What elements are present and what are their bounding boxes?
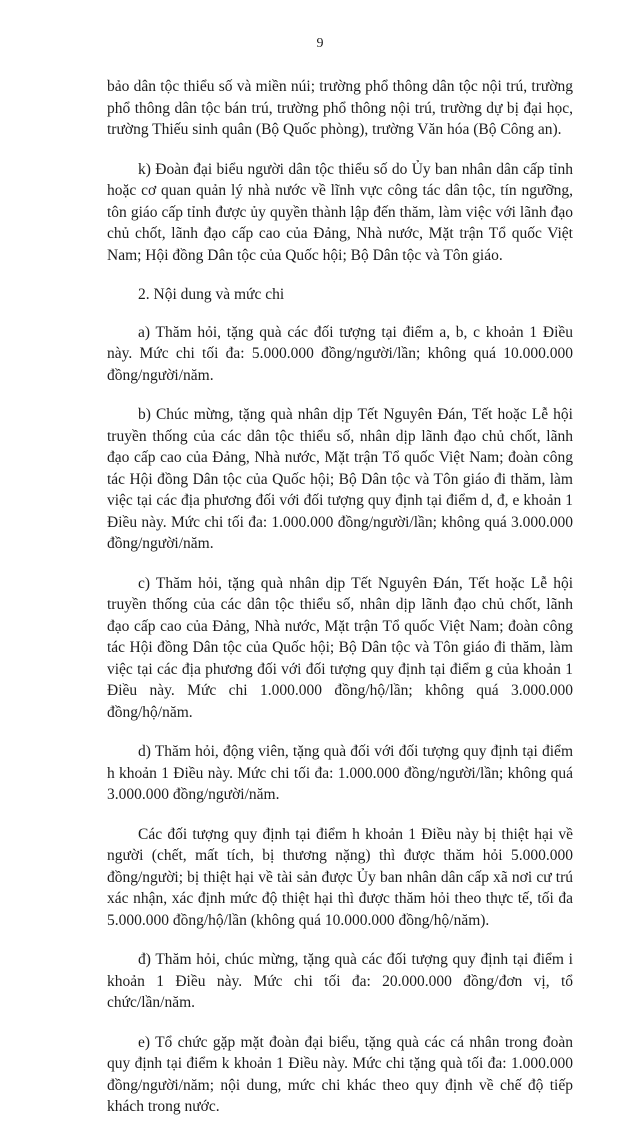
paragraph-item-c: c) Thăm hỏi, tặng quà nhân dịp Tết Nguyên Đán, Tết hoặc Lễ hội truyền thống của các dân tộc thiểu số, nhân dịp lãnh đạo chủ chốt, lãnh đạo cấp cao của Đảng, Nhà nước, Mặt trận Tổ quốc Việt Nam; đoàn công tác Hội đồng Dân tộc của Quốc hội; Bộ Dân tộc và Tôn giáo đi thăm, làm việc tại các địa phương đối với đối tượng quy định tại điểm g của khoản 1 Điều này. Mức chi 1.000.000 đồng/hộ/lần; không quá 3.000.000 đồng/hộ/năm. [107, 574, 573, 721]
page-number: 9 [316, 36, 324, 51]
document-body [107, 76, 573, 1136]
paragraph-item-a: a) Thăm hỏi, tặng quà các đối tượng tại điểm a, b, c khoản 1 Điều này. Mức chi tối đa: 5.000.000 đồng/người/lần; không quá 10.000.000 đồng/người/năm. [107, 323, 573, 384]
section-heading-content-and-spending: 2. Nội dung và mức chi [138, 286, 285, 303]
paragraph-continuation: bảo dân tộc thiểu số và miền núi; trường phổ thông dân tộc nội trú, trường phổ thông dân tộc bán trú, trường phổ thông nội trú, trường dự bị đại học, trường Thiếu sinh quân (Bộ Quốc phòng), trường Văn hóa (Bộ Công an). [107, 78, 573, 138]
paragraph-item-d: d) Thăm hỏi, động viên, tặng quà đối với đối tượng quy định tại điểm h khoản 1 Điều này. Mức chi tối đa: 1.000.000 đồng/người/lần; không quá 3.000.000 đồng/người/năm. [107, 743, 573, 803]
paragraph-item-dd: đ) Thăm hỏi, chúc mừng, tặng quà các đối tượng quy định tại điểm i khoản 1 Điều này. Mức chi tối đa: 20.000.000 đồng/đơn vị, tổ chức/lần/năm. [107, 951, 573, 1011]
paragraph-damage-support: Các đối tượng quy định tại điểm h khoản 1 Điều này bị thiệt hại về người (chết, mất tích, bị thương nặng) thì được thăm hỏi 5.000.000 đồng/người; bị thiệt hại về tài sản được Ủy ban nhân dân cấp xã nơi cư trú xác nhận, xác định mức độ thiệt hại thì được thăm hỏi theo thực tế, tối đa 5.000.000 đồng/hộ/lần (không quá 10.000.000 đồng/hộ/năm). [107, 825, 573, 929]
paragraph-item-e: e) Tổ chức gặp mặt đoàn đại biểu, tặng quà các cá nhân trong đoàn quy định tại điểm k khoản 1 Điều này. Mức chi tặng quà tối đa: 1.000.000 đồng/người/năm; nội dung, mức chi khác theo quy định về chế độ tiếp khách trong nước. [107, 1033, 573, 1115]
paragraph-item-b: b) Chúc mừng, tặng quà nhân dịp Tết Nguyên Đán, Tết hoặc Lễ hội truyền thống của các dân tộc thiểu số, nhân dịp lãnh đạo chủ chốt, lãnh đạo cấp cao của Đảng, Nhà nước, Mặt trận Tổ quốc Việt Nam; đoàn công tác Hội đồng Dân tộc của Quốc hội; Bộ Dân tộc và Tôn giáo đi thăm, làm việc tại các địa phương đối với đối tượng quy định tại điểm d, đ, e khoản 1 Điều này. Mức chi tối đa: 1.000.000 đồng/người/lần; không quá 3.000.000 đồng/người/năm. [107, 406, 573, 552]
paragraph-item-k: k) Đoàn đại biểu người dân tộc thiểu số do Ủy ban nhân dân cấp tỉnh hoặc cơ quan quản lý nhà nước về lĩnh vực công tác dân tộc, tín ngưỡng, tôn giáo cấp tỉnh được ủy quyền thành lập đến thăm, làm việc với lãnh đạo chủ chốt, lãnh đạo cấp cao của Đảng, Nhà nước, Mặt trận Tổ quốc Việt Nam; Hội đồng Dân tộc của Quốc hội; Bộ Dân tộc và Tôn giáo. [107, 160, 573, 264]
